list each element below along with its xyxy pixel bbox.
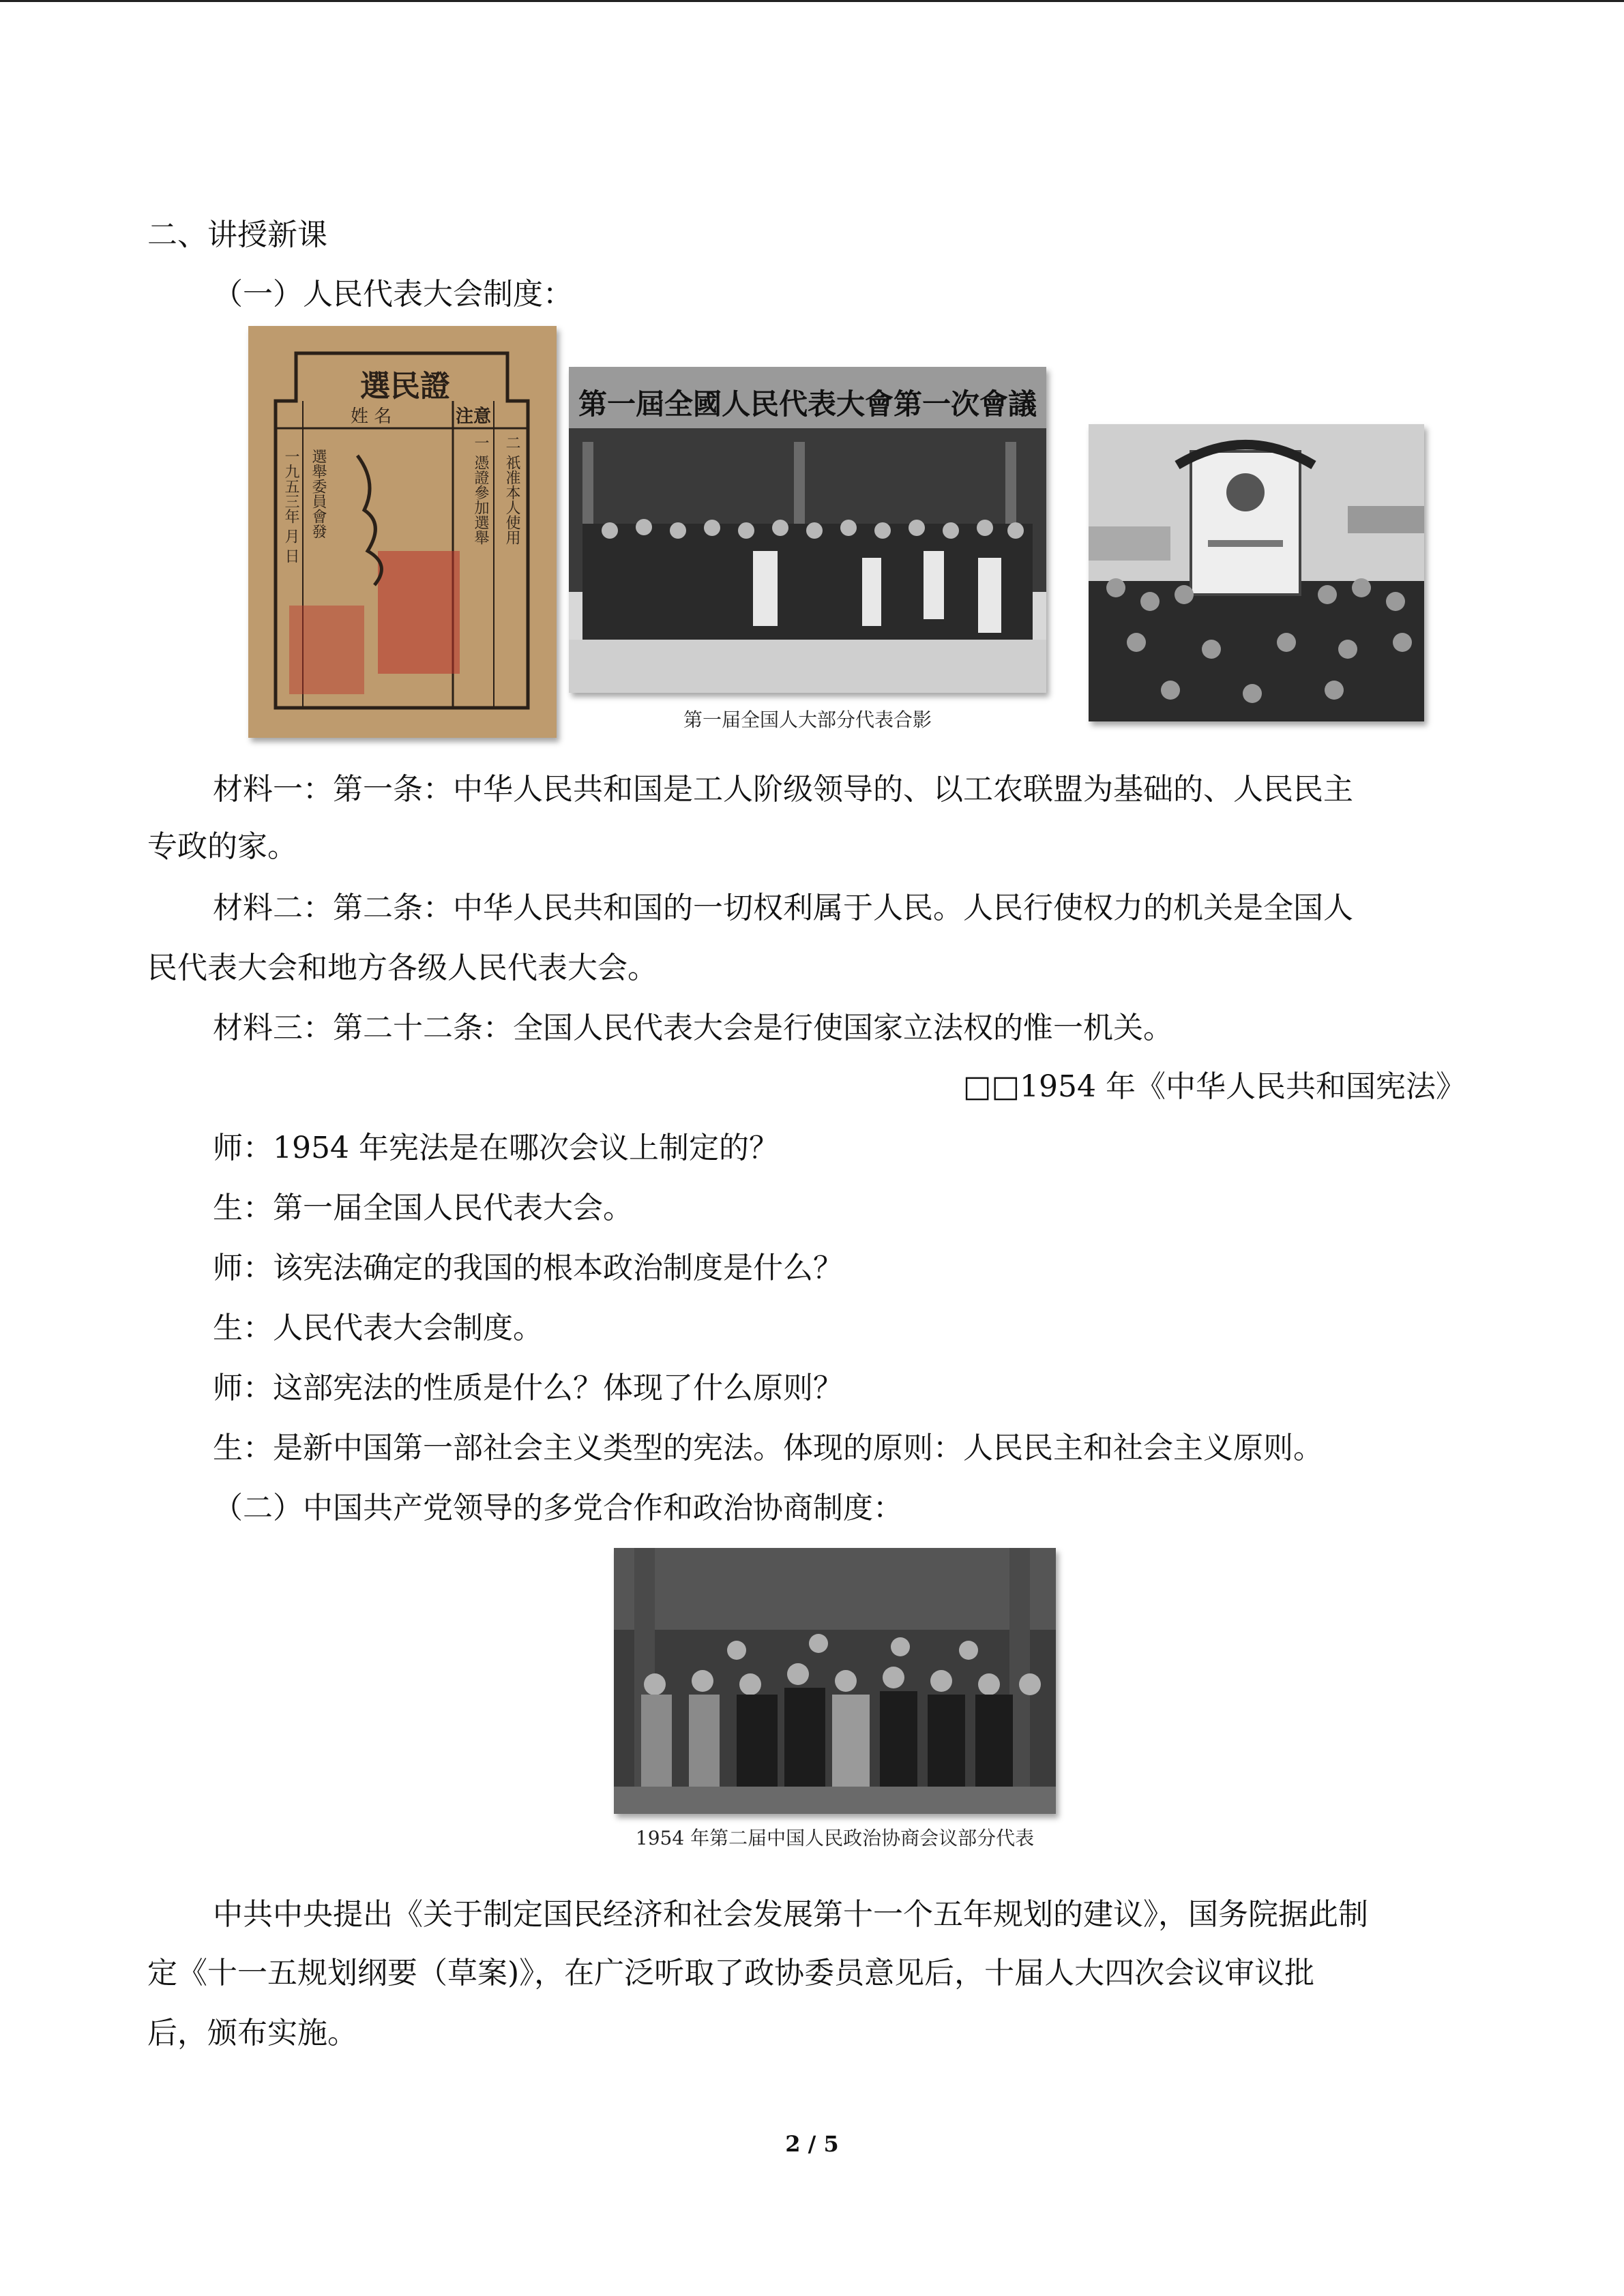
material-source: □□1954 年《中华人民共和国宪法》 — [962, 1069, 1466, 1104]
cppcc-photo-caption: 1954 年第二届中国人民政治协商会议部分代表 — [635, 1827, 1035, 1849]
material-1-line-1: 材料一：第一条：中华人民共和国是工人阶级领导的、以工农联盟为基础的、人民民主 — [213, 772, 1353, 807]
page-top-rule — [0, 0, 1624, 2]
section-heading: 二、讲授新课 — [147, 218, 327, 252]
material-3: 材料三：第二十二条：全国人民代表大会是行使国家立法权的惟一机关。 — [213, 1011, 1173, 1045]
material-2-line-1: 材料二：第二条：中华人民共和国的一切权利属于人民。人民行使权力的机关是全国人 — [213, 891, 1353, 925]
voter-card-image — [248, 326, 557, 738]
subsection-heading-cppcc: （二）中国共产党领导的多党合作和政治协商制度： — [213, 1491, 903, 1525]
voter-card-notes-label: 注意 — [456, 406, 492, 427]
closing-line-2: 定《十一五规划纲要（草案)》，在广泛听取了政协委员意见后，十届人大四次会议审议批 — [147, 1956, 1315, 1991]
constitution-celebration-photo — [1089, 424, 1424, 721]
material-2-line-2: 民代表大会和地方各级人民代表大会。 — [147, 951, 658, 985]
voter-card-name-label: 姓 名 — [351, 406, 392, 427]
cppcc-group-photo — [614, 1548, 1056, 1814]
voter-card-note-1: 一 憑證參加選舉 — [472, 435, 489, 545]
dialogue-line: 师：1954 年宪法是在哪次会议上制定的？ — [213, 1131, 779, 1165]
dialogue-line: 师：这部宪法的性质是什么？体现了什么原则？ — [213, 1371, 843, 1405]
dialogue-line: 生：是新中国第一部社会主义类型的宪法。体现的原则：人民民主和社会主义原则。 — [213, 1431, 1323, 1465]
voter-card-date: 一九五三年 月 日 — [282, 449, 299, 563]
closing-line-3: 后，颁布实施。 — [147, 2016, 357, 2051]
page-number: 2 / 5 — [785, 2131, 839, 2157]
voter-card-note-2: 二 祇准本人使用 — [503, 435, 520, 545]
voter-card-title: 選民證 — [360, 369, 450, 404]
npc-group-photo — [569, 367, 1046, 693]
subsection-heading-npc: （一）人民代表大会制度： — [213, 277, 573, 312]
npc-photo-caption: 第一届全国人大部分代表合影 — [683, 709, 932, 731]
material-1-line-2: 专政的家。 — [147, 829, 297, 864]
dialogue-line: 生：人民代表大会制度。 — [213, 1311, 543, 1345]
voter-card-issuer: 選舉委員會發 — [310, 449, 327, 539]
npc-photo-banner: 第一屆全國人民代表大會第一次會議 — [578, 387, 1037, 421]
closing-line-1: 中共中央提出《关于制定国民经济和社会发展第十一个五年规划的建议》，国务院据此制 — [213, 1897, 1368, 1932]
dialogue-line: 师：该宪法确定的我国的根本政治制度是什么？ — [213, 1251, 843, 1285]
dialogue-line: 生：第一届全国人民代表大会。 — [213, 1191, 633, 1225]
